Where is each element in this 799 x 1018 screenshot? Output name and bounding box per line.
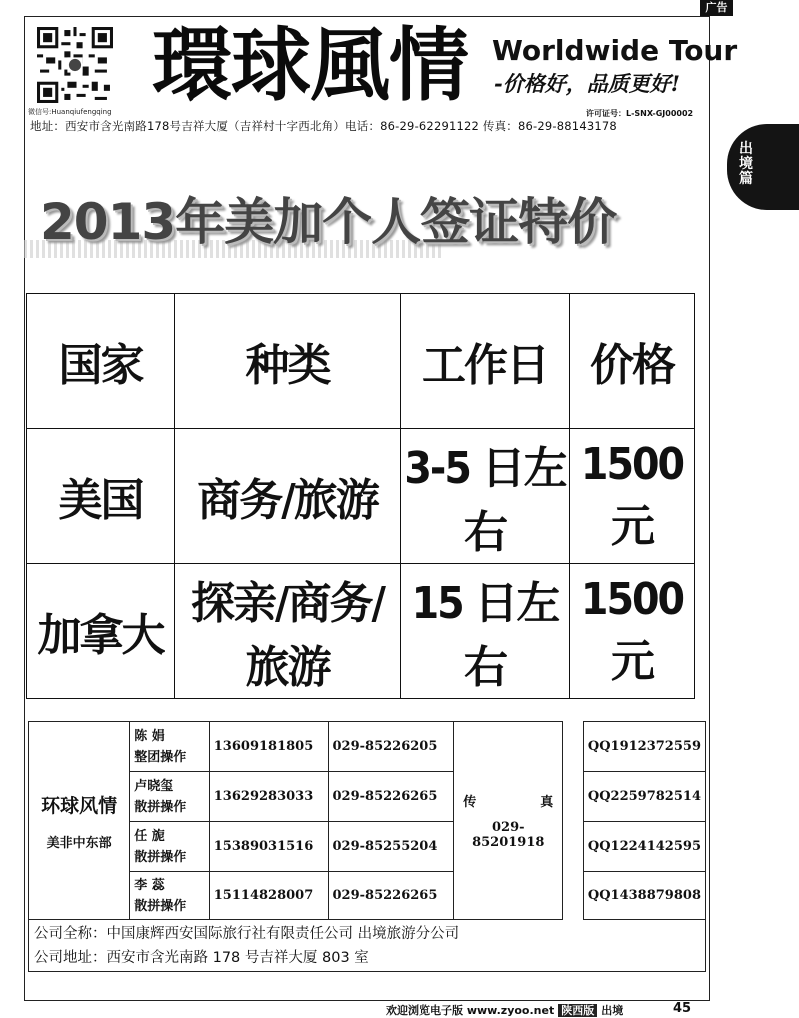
spacer-cell xyxy=(563,772,584,822)
header-cell: 工作日 xyxy=(401,294,570,429)
price-table xyxy=(26,293,695,699)
license-number: 许可证号：L-SNX-GJ00002 xyxy=(586,109,694,118)
table-cell: 美国 xyxy=(27,429,175,564)
mobile-cell: 13609181805 xyxy=(209,722,328,772)
table-row xyxy=(29,822,706,872)
staff-name: 卢晓玺 xyxy=(134,778,174,794)
staff-cell xyxy=(130,872,210,920)
fax-cell xyxy=(454,722,563,920)
table-row xyxy=(29,722,706,772)
phone-cell: 029-85226265 xyxy=(328,872,454,920)
qr-code-icon xyxy=(37,27,113,103)
table-cell: 1500 元 xyxy=(570,564,695,699)
table-cell: 1500 元 xyxy=(570,429,695,564)
staff-role: 散拼操作 xyxy=(134,898,187,914)
brand-title: 環球風情 xyxy=(152,19,468,112)
staff-name: 陈 娟 xyxy=(134,728,165,744)
company-full-name: 公司全称：中国康辉西安国际旅行社有限责任公司 出境旅游分公司 xyxy=(34,926,460,942)
table-cell: 探亲/商务/旅游 xyxy=(175,564,401,699)
qq-cell: QQ2259782514 xyxy=(583,772,705,822)
department-sub: 美非中东部 xyxy=(46,835,112,851)
spacer-cell xyxy=(563,872,584,920)
table-cell: 加拿大 xyxy=(27,564,175,699)
brand-english: Worldwide Tour xyxy=(492,34,738,67)
table-row xyxy=(29,772,706,822)
department-name: 环球风情 xyxy=(41,794,118,817)
edition-badge: 陕西版 xyxy=(558,1004,597,1017)
header-cell: 国家 xyxy=(27,294,175,429)
header-cell: 种类 xyxy=(175,294,401,429)
phone-cell: 029-85255204 xyxy=(328,822,454,872)
wechat-id: 微信号:Huanqiufengqing xyxy=(28,108,112,116)
table-row xyxy=(29,872,706,920)
staff-role: 整团操作 xyxy=(134,749,187,765)
table-row xyxy=(27,564,695,699)
ad-tag: 广告 xyxy=(700,0,733,16)
section-name: 出境 xyxy=(601,1004,624,1017)
qq-cell: QQ1912372559 xyxy=(583,722,705,772)
company-info-frame xyxy=(28,919,706,972)
mobile-cell: 13629283033 xyxy=(209,772,328,822)
spacer-cell xyxy=(563,822,584,872)
department-cell xyxy=(29,722,130,920)
staff-cell xyxy=(130,822,210,872)
header-cell: 价格 xyxy=(570,294,695,429)
section-tab-label: 出境篇 xyxy=(739,141,753,187)
page-footer xyxy=(386,1002,623,1018)
mobile-cell: 15114828007 xyxy=(209,872,328,920)
spacer-cell xyxy=(563,722,584,772)
table-cell: 商务/旅游 xyxy=(175,429,401,564)
phone-cell: 029-85226265 xyxy=(328,772,454,822)
staff-role: 散拼操作 xyxy=(134,799,187,815)
price-table-header xyxy=(27,294,695,429)
staff-cell xyxy=(130,772,210,822)
staff-cell xyxy=(130,722,210,772)
staff-name: 李 蕊 xyxy=(134,877,165,893)
contact-table xyxy=(28,721,706,920)
table-cell: 3-5 日左右 xyxy=(401,429,570,564)
headline: 2013年美加个人签证特价 xyxy=(40,193,617,251)
page-number: 45 xyxy=(673,1001,692,1016)
fax-label: 传 真 xyxy=(463,795,554,810)
section-tab xyxy=(727,124,799,210)
staff-role: 散拼操作 xyxy=(134,849,187,865)
table-cell: 15 日左右 xyxy=(401,564,570,699)
brand-slogan: -价格好，品质更好! xyxy=(494,71,680,96)
phone-cell: 029-85226205 xyxy=(328,722,454,772)
header-address: 地址：西安市含光南路178号吉祥大厦（吉祥村十字西北角）电话：86-29-62291122 传真：86-29-88143178 xyxy=(30,119,617,133)
company-address: 公司地址：西安市含光南路 178 号吉祥大厦 803 室 xyxy=(34,950,369,966)
staff-name: 任 旎 xyxy=(134,828,165,844)
table-row xyxy=(27,429,695,564)
website-link[interactable]: 欢迎浏览电子版 www.zyoo.net xyxy=(386,1004,555,1017)
mobile-cell: 15389031516 xyxy=(209,822,328,872)
fax-number: 029-85201918 xyxy=(472,820,545,850)
qq-cell: QQ1224142595 xyxy=(583,822,705,872)
qq-cell: QQ1438879808 xyxy=(583,872,705,920)
